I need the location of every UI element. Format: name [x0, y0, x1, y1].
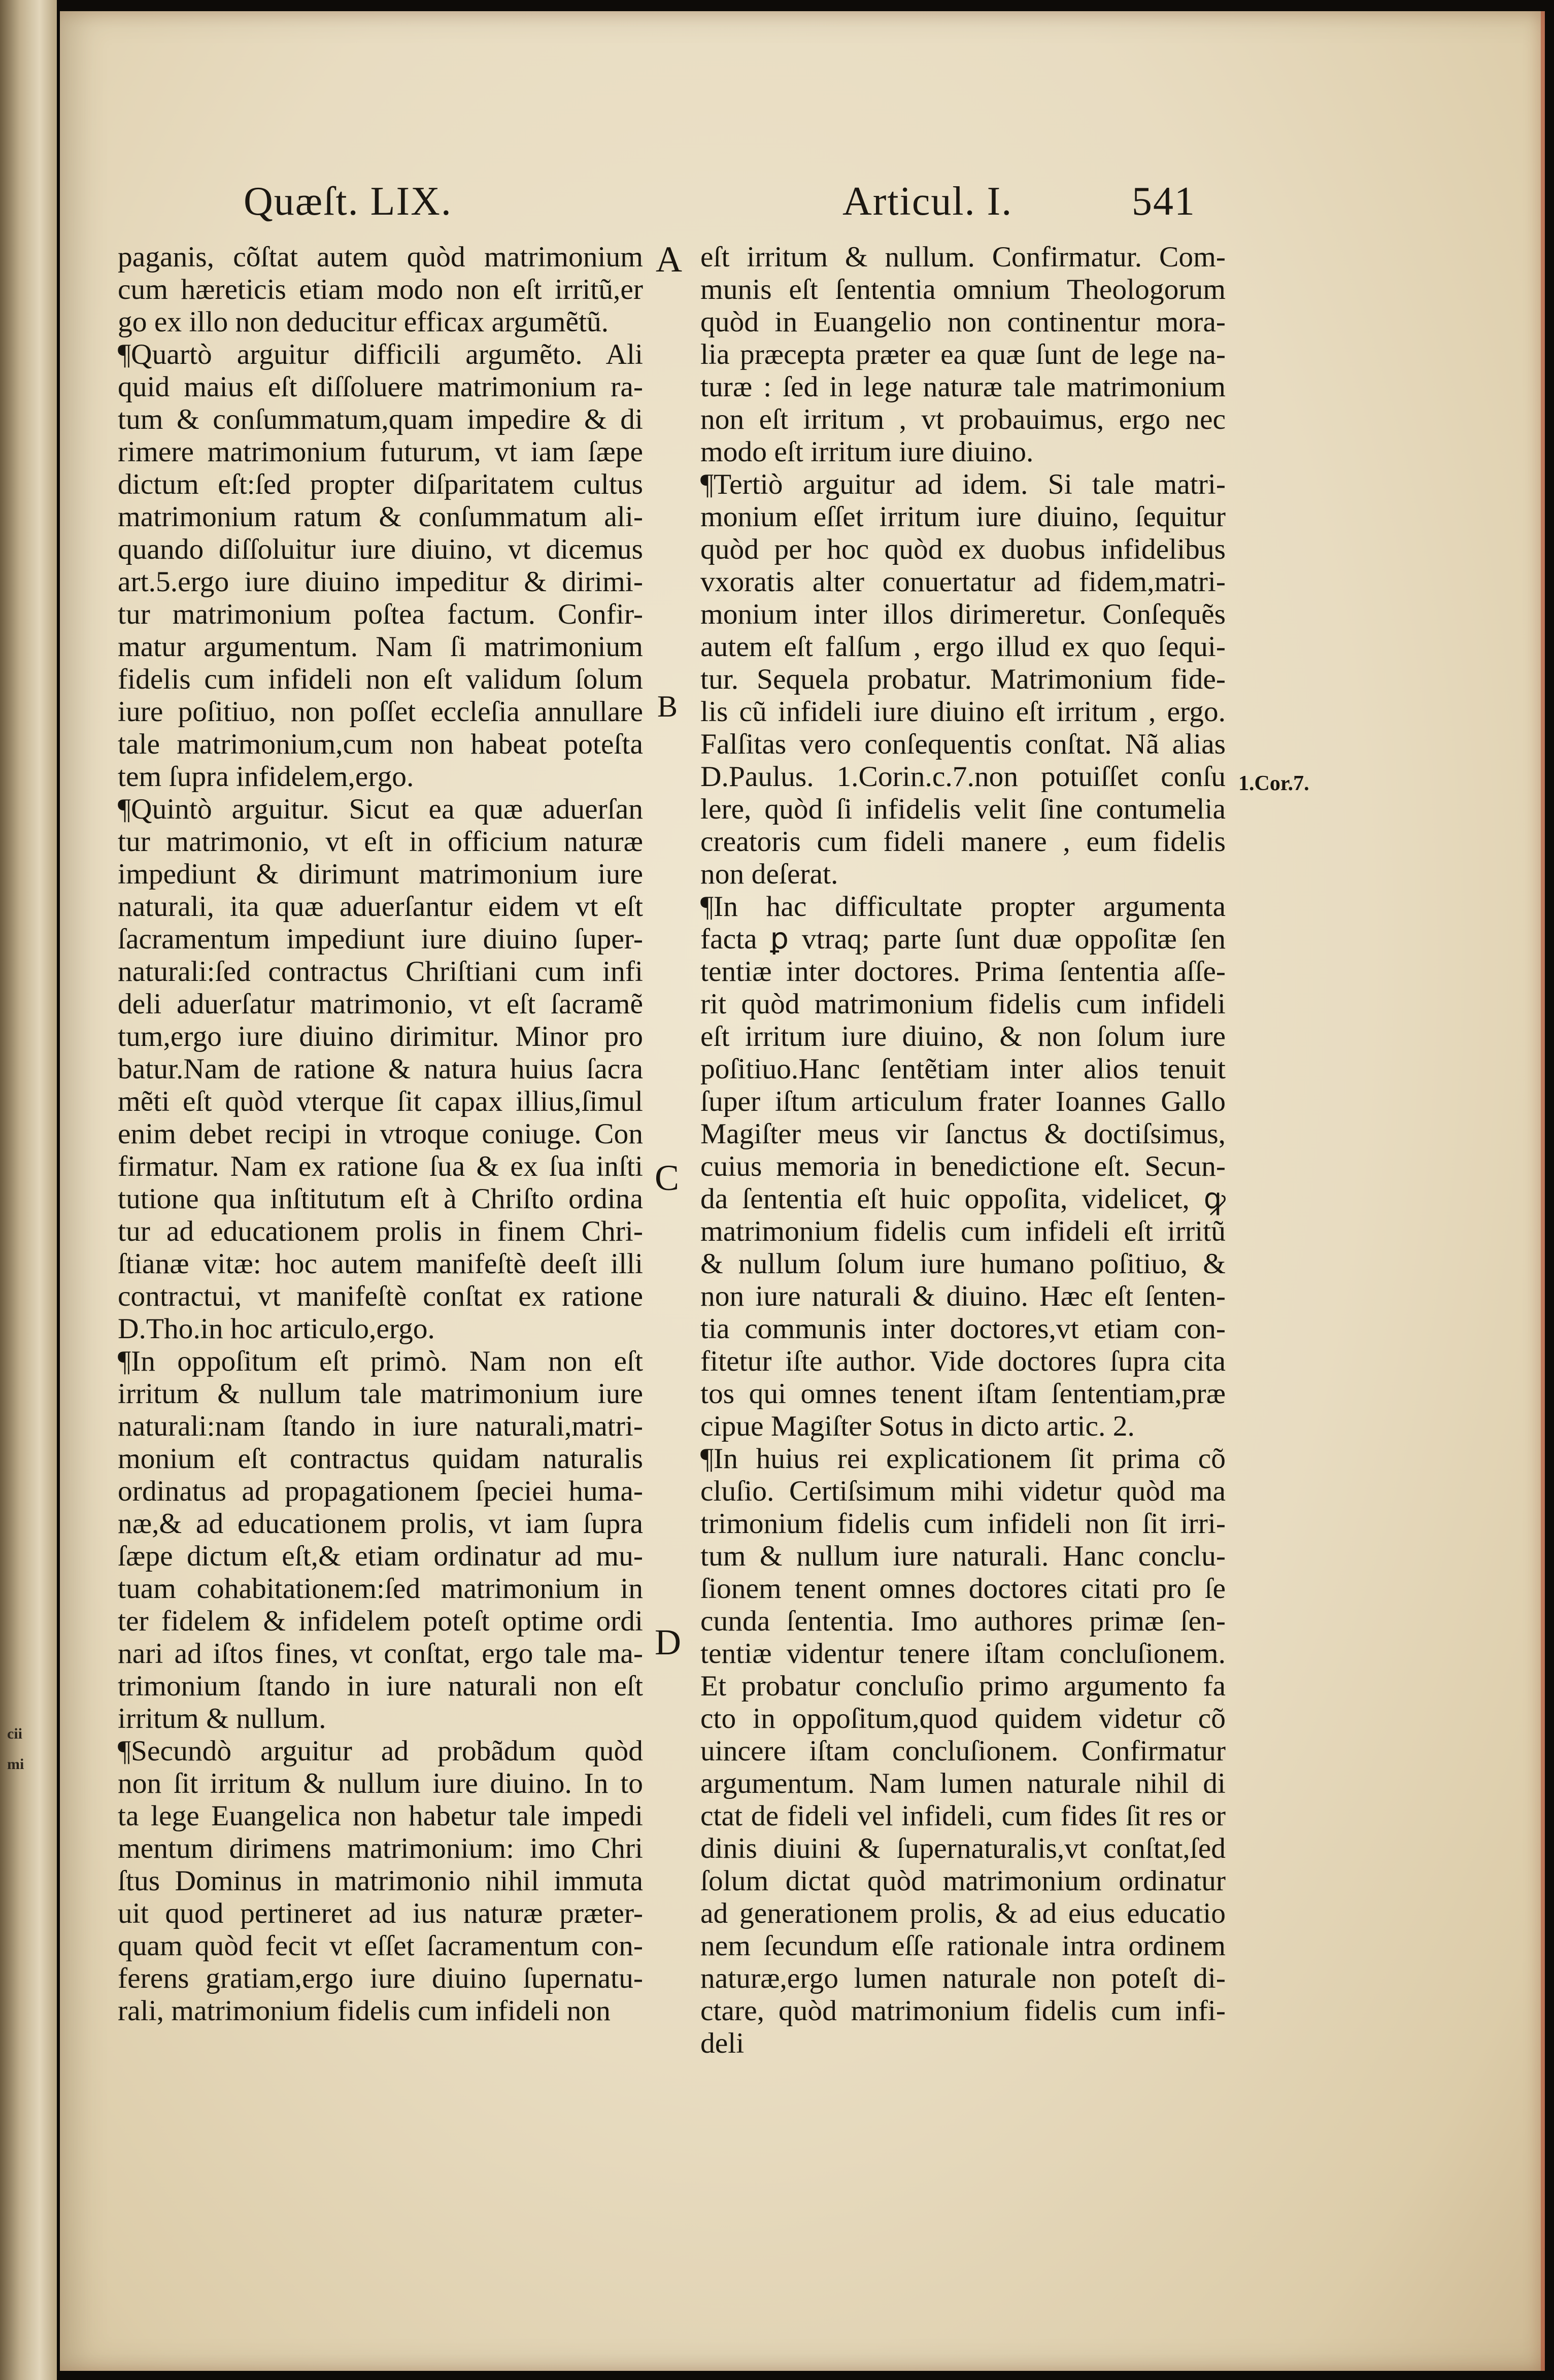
text-line: tos qui omnes tenent iſtam ſententiam,præ	[700, 1378, 1226, 1410]
section-marker-b: B	[657, 690, 678, 723]
text-line: Magiſter meus vir ſanctus & doctiſsimus,	[700, 1118, 1226, 1150]
text-line: ſæpe dictum eſt,& etiam ordinatur ad mu-	[118, 1540, 643, 1572]
text-line: tia communis inter doctores,vt etiam con-	[700, 1313, 1226, 1345]
text-line: uit quod pertineret ad ius naturæ præter-	[118, 1897, 643, 1929]
text-line: tale matrimonium,cum non habeat poteſta	[118, 728, 643, 760]
text-line: uincere iſtam concluſionem. Confirmatur	[700, 1735, 1226, 1767]
text-line: da ſententia eſt huic oppoſita, videlicet, ꝙ	[700, 1183, 1226, 1215]
text-column-left	[118, 241, 643, 2027]
text-line: irritum & nullum tale matrimonium iure	[118, 1378, 643, 1410]
running-head-articulus: Articul. I.	[842, 179, 1013, 224]
text-line: ſacramentum impediunt iure diuino ſuper-	[118, 923, 643, 955]
text-line: naturæ,ergo lumen naturale non poteſt di-	[700, 1962, 1226, 1994]
text-line: nem ſecundum eſſe rationale intra ordinem	[700, 1930, 1226, 1962]
text-line: ordinatus ad propagationem ſpeciei huma-	[118, 1475, 643, 1507]
text-line: tentiæ inter doctores. Prima ſententia aſſe-	[700, 956, 1226, 988]
text-line: dictum eſt:ſed propter diſparitatem cultus	[118, 468, 643, 500]
text-line: iure poſitiuo, non poſſet eccleſia annullare	[118, 696, 643, 728]
text-line: ¶Secundò arguitur ad probãdum quòd	[118, 1735, 643, 1767]
text-line: ctare, quòd matrimonium fidelis cum infi-	[700, 1995, 1226, 2027]
text-line: quam quòd fecit vt eſſet ſacramentum con-	[118, 1930, 643, 1962]
page-number: 541	[1132, 179, 1196, 224]
text-line: tum & conſummatum,quam impedire & di	[118, 403, 643, 435]
text-line: go ex illo non deducitur efficax argumẽtũ.	[118, 306, 609, 338]
text-line: cluſio. Certiſsimum mihi videtur quòd ma	[700, 1475, 1226, 1507]
text-line: monium eſſet irritum iure diuino, ſequitur	[700, 501, 1226, 533]
text-line: irritum & nullum.	[118, 1703, 326, 1735]
text-line: contractui, vt manifeſtè conſtat ex ratione	[118, 1280, 643, 1312]
text-line: ſtianæ vitæ: hoc autem manifeſtè deeſt illi	[118, 1248, 643, 1280]
text-line: nari ad iſtos fines, vt conſtat, ergo tale ma-	[118, 1638, 643, 1670]
text-line: ¶In huius rei explicationem ſit prima cõ	[700, 1443, 1226, 1475]
text-line: turæ : ſed in lege naturæ tale matrimonium	[700, 371, 1226, 403]
text-line: deli aduerſatur matrimonio, vt eſt ſacramẽ	[118, 988, 643, 1020]
text-line: lis cũ infideli iure diuino eſt irritum , ergo.	[700, 696, 1226, 728]
text-line: trimonium ſtando in iure naturali non eſt	[118, 1670, 643, 1702]
text-line: cum hæreticis etiam modo non eſt irritũ,er	[118, 274, 643, 305]
text-line: matrimonium fidelis cum infideli eſt irritũ	[700, 1215, 1226, 1247]
text-line: facta ꝑ vtraq; parte ſunt duæ oppoſitæ ſen	[700, 923, 1226, 955]
text-line: cunda ſententia. Imo authores primæ ſen-	[700, 1605, 1226, 1637]
text-line: & nullum ſolum iure humano poſitiuo, &	[700, 1248, 1226, 1280]
text-line: ¶Quartò arguitur difficili argumẽto. Ali	[118, 338, 643, 370]
text-line: D.Paulus. 1.Corin.c.7.non potuiſſet conſu	[700, 761, 1226, 793]
text-line: cto in oppoſitum,quod quidem videtur cõ	[700, 1703, 1226, 1735]
text-line: mẽti eſt quòd vterque ſit capax illius,ſimul	[118, 1085, 643, 1117]
text-line: naturali:nam ſtando in iure naturali,matri-	[118, 1410, 643, 1442]
text-line: tum,ergo iure diuino dirimitur. Minor pro	[118, 1021, 643, 1052]
text-line: ter fidelem & infidelem poteſt optime ordi	[118, 1605, 643, 1637]
text-line: vxoratis alter conuertatur ad fidem,matri-	[700, 566, 1226, 598]
text-line: art.5.ergo iure diuino impeditur & dirimi-	[118, 566, 643, 598]
text-line: dinis diuini & ſupernaturalis,vt conſtat,ſed	[700, 1832, 1226, 1864]
section-marker-a: A	[656, 239, 682, 280]
text-line: ferens gratiam,ergo iure diuino ſupernatu-	[118, 1962, 643, 1994]
text-line: monium eſt contractus quidam naturalis	[118, 1443, 643, 1475]
section-marker-d: D	[655, 1622, 681, 1662]
text-line: modo eſt irritum iure diuino.	[700, 436, 1034, 468]
text-line: paganis, cõſtat autem quòd matrimonium	[118, 241, 643, 273]
text-line: eſt irritum iure diuino, & non ſolum iure	[700, 1021, 1226, 1052]
text-line: rit quòd matrimonium fidelis cum infideli	[700, 988, 1226, 1020]
text-line: D.Tho.in hoc articulo,ergo.	[118, 1313, 435, 1345]
text-line: non iure naturali & diuino. Hæc eſt ſenten-	[700, 1280, 1226, 1312]
text-line: deli	[700, 2027, 745, 2059]
text-line: impediunt & dirimunt matrimonium iure	[118, 858, 643, 890]
text-line: mentum dirimens matrimonium: imo Chri	[118, 1832, 643, 1864]
text-line: tuam cohabitationem:ſed matrimonium in	[118, 1573, 643, 1605]
text-line: autem eſt falſum , ergo illud ex quo ſequi-	[700, 631, 1226, 663]
text-line: fitetur iſte author. Vide doctores ſupra cita	[700, 1345, 1226, 1377]
adjacent-page-edge	[0, 0, 57, 2380]
text-line: ¶In oppoſitum eſt primò. Nam non eſt	[118, 1345, 643, 1377]
text-line: ſionem tenent omnes doctores citati pro ſe	[700, 1573, 1226, 1605]
text-line: creatoris cum fideli manere , eum fidelis	[700, 826, 1226, 858]
text-line: ſolum dictat quòd matrimonium ordinatur	[700, 1865, 1226, 1897]
text-line: non eſt irritum , vt probauimus, ergo nec	[700, 403, 1226, 435]
marginal-note: 1.Cor.7.	[1238, 772, 1309, 795]
text-line: non deſerat.	[700, 858, 838, 890]
text-line: cipue Magiſter Sotus in dicto artic. 2.	[700, 1410, 1135, 1442]
text-line: tur. Sequela probatur. Matrimonium fide-	[700, 663, 1226, 695]
page-edge-red	[1541, 11, 1545, 2371]
text-line: Falſitas vero conſequentis conſtat. Nã alias	[700, 728, 1226, 760]
text-line: batur.Nam de ratione & natura huius ſacra	[118, 1053, 643, 1085]
text-line: tur ad educationem prolis in finem Chri-	[118, 1215, 643, 1247]
text-column-right	[700, 241, 1226, 2060]
text-line: rali, matrimonium fidelis cum infideli non	[118, 1995, 611, 2027]
text-line: quid maius eſt diſſoluere matrimonium ra-	[118, 371, 643, 403]
text-line: cuius memoria in benedictione eſt. Secun-	[700, 1150, 1226, 1182]
text-line: ¶Tertiò arguitur ad idem. Si tale matri-	[700, 468, 1226, 500]
section-marker-c: C	[655, 1158, 680, 1198]
running-head-quaestio: Quæſt. LIX.	[244, 179, 452, 224]
text-line: ſtus Dominus in matrimonio nihil immuta	[118, 1865, 643, 1897]
text-line: tur matrimonio, vt eſt in officium naturæ	[118, 826, 643, 858]
text-line: ad generationem prolis, & ad eius educatio	[700, 1897, 1226, 1929]
text-line: ctat de fideli vel infideli, cum fides ſit res or	[700, 1800, 1226, 1832]
text-line: eſt irritum & nullum. Confirmatur. Com-	[700, 241, 1226, 273]
text-line: poſitiuo.Hanc ſentẽtiam inter alios tenuit	[700, 1053, 1226, 1085]
text-line: matur argumentum. Nam ſi matrimonium	[118, 631, 643, 663]
text-line: matrimonium ratum & conſummatum ali-	[118, 501, 643, 533]
text-line: lia præcepta præter ea quæ ſunt de lege na-	[700, 338, 1226, 370]
text-line: firmatur. Nam ex ratione ſua & ex ſua inſti	[118, 1150, 643, 1182]
text-line: quando diſſoluitur iure diuino, vt dicemus	[118, 533, 643, 565]
text-line: lere, quòd ſi infidelis velit ſine contumelia	[700, 793, 1226, 825]
text-line: quòd per hoc quòd ex duobus infidelibus	[700, 533, 1226, 565]
text-line: tem ſupra infidelem,ergo.	[118, 761, 414, 793]
text-line: munis eſt ſententia omnium Theologorum	[700, 274, 1226, 305]
text-line: tutione qua inſtitutum eſt à Chriſto ordina	[118, 1183, 643, 1215]
text-line: tum & nullum iure naturali. Hanc conclu-	[700, 1540, 1226, 1572]
text-line: tentiæ videntur tenere iſtam concluſionem.	[700, 1638, 1226, 1670]
text-line: næ,& ad educationem prolis, vt iam ſupra	[118, 1508, 643, 1540]
text-line: ¶In hac difficultate propter argumenta	[700, 891, 1226, 923]
text-line: naturali:ſed contractus Chriſtiani cum infi	[118, 956, 643, 988]
text-line: naturali, ita quæ aduerſantur eidem vt eſt	[118, 891, 643, 923]
spine-fragment: mi	[7, 1756, 24, 1773]
text-line: monium inter illos dirimeretur. Conſequẽs	[700, 598, 1226, 630]
text-line: ſuper iſtum articulum frater Ioannes Gallo	[700, 1085, 1226, 1117]
spine-fragment: cii	[7, 1725, 22, 1742]
text-line: fidelis cum infideli non eſt validum ſolum	[118, 663, 643, 695]
text-line: quòd in Euangelio non continentur mora-	[700, 306, 1226, 338]
text-line: ta lege Euangelica non habetur tale impedi	[118, 1800, 643, 1832]
text-line: non ſit irritum & nullum iure diuino. In to	[118, 1767, 643, 1799]
text-line: tur matrimonium poſtea factum. Confir-	[118, 598, 643, 630]
text-line: rimere matrimonium futurum, vt iam ſæpe	[118, 436, 643, 468]
text-line: enim debet recipi in vtroque coniuge. Con	[118, 1118, 643, 1150]
text-line: trimonium fidelis cum infideli non ſit irri-	[700, 1508, 1226, 1540]
text-line: argumentum. Nam lumen naturale nihil di	[700, 1767, 1226, 1799]
text-line: ¶Quintò arguitur. Sicut ea quæ aduerſan	[118, 793, 643, 825]
text-line: Et probatur concluſio primo argumento fa	[700, 1670, 1226, 1702]
